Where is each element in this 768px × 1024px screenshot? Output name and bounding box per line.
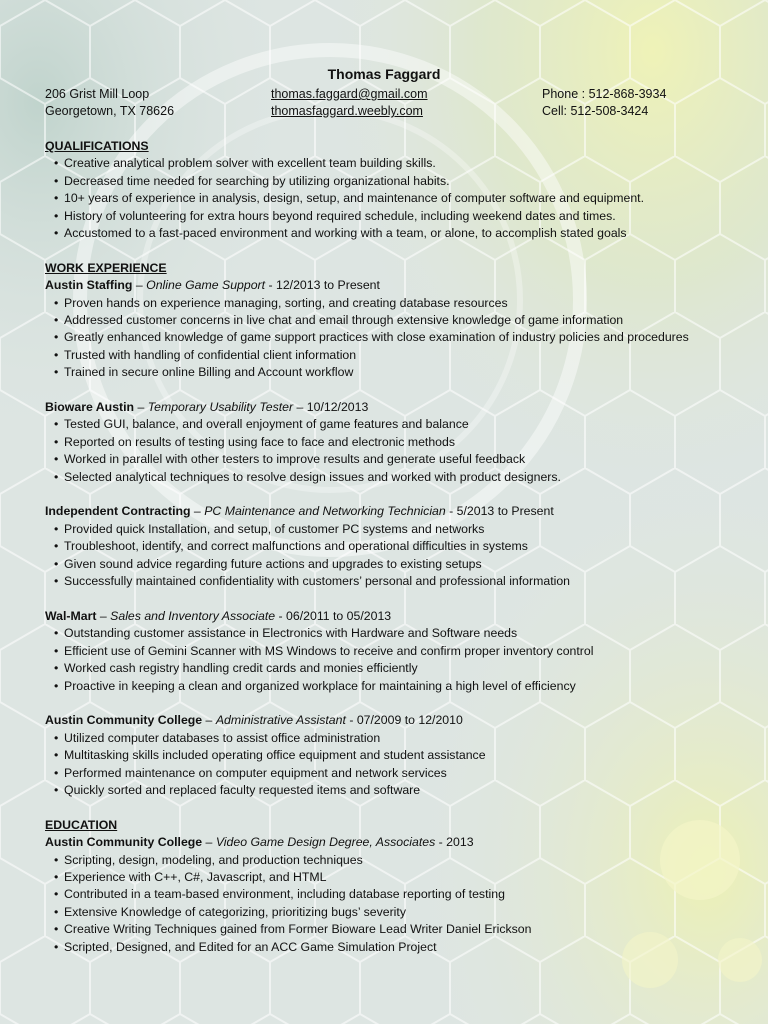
address-block [45,86,174,120]
job-separator: – [202,713,216,728]
education-item: • Contributed in a team-based environment, including database reporting of testing [45,886,745,903]
job-separator: – [190,504,205,519]
phone-number: Phone : 512-868-3934 [542,87,667,101]
education-item: • Extensive Knowledge of categorizing, prioritizing bugs’ severity [45,904,745,921]
qualifications-heading: QUALIFICATIONS [45,139,149,153]
job-duty-item: • Quickly sorted and replaced faculty requested items and software [45,782,745,799]
job-header [45,399,745,416]
qualification-item: • 10+ years of experience in analysis, design, setup, and maintenance of computer software and equipment. [45,190,745,207]
job-duty-item: • Troubleshoot, identify, and correct malfunctions and operational difficulties in systems [45,538,745,555]
job-entry [45,503,745,607]
job-entry [45,608,745,712]
job-separator: – [96,608,111,623]
work-experience-heading: WORK EXPERIENCE [45,260,167,275]
qualifications-list [45,155,745,242]
job-duty-item: • Proven hands on experience managing, sorting, and creating database resources [45,295,745,312]
job-duty-item: • Efficient use of Gemini Scanner with MS Windows to receive and confirm proper inventory control [45,643,745,660]
job-header [45,608,745,625]
job-duty-item: • Tested GUI, balance, and overall enjoyment of game features and balance [45,416,745,433]
job-dates: – 10/12/2013 [293,400,369,415]
address-line-2: Georgetown, TX 78626 [45,104,175,118]
education-entry-header: Austin Community College – Video Game Design Degree, Associates - 2013 [45,835,474,850]
education-item: • Scripted, Designed, and Edited for an ACC Game Simulation Project [45,939,745,956]
job-employer: Bioware Austin [45,400,135,415]
web-contact-block [271,86,428,120]
job-entry [45,399,745,503]
job-duties-list [45,416,745,486]
phone-block [542,86,666,120]
job-duty-item: • Performed maintenance on computer equipment and network services [45,765,745,782]
job-duty-item: • Reported on results of testing using face to face and electronic methods [45,434,745,451]
job-duties-list [45,625,745,695]
education-item: • Experience with C++, C#, Javascript, and HTML [45,869,745,886]
resume-body [45,138,745,956]
qualification-item: • History of volunteering for extra hours beyond required schedule, including weekend dates and times. [45,208,745,225]
qualification-item: • Creative analytical problem solver with excellent team building skills. [45,155,745,172]
job-duty-item: • Successfully maintained confidentiality with customers’ personal and professional information [45,573,745,590]
job-duty-item: • Outstanding customer assistance in Electronics with Hardware and Software needs [45,625,745,642]
education-heading: EDUCATION [45,817,118,832]
job-duty-item: • Multitasking skills included operating office equipment and student assistance [45,747,745,764]
job-duty-item: • Selected analytical techniques to resolve design issues and worked with product designers. [45,469,745,486]
job-header [45,277,745,294]
job-title: Online Game Support [146,278,266,293]
education-degree: Video Game Design Degree, Associates [215,835,436,850]
education-dates: - 2013 [435,835,474,850]
cell-number: Cell: 512-508-3424 [542,104,649,118]
job-header [45,712,745,729]
job-duties-list [45,295,745,382]
job-title: Administrative Assistant [215,713,346,728]
education-item: • Scripting, design, modeling, and production techniques [45,852,745,869]
job-duty-item: • Proactive in keeping a clean and organized workplace for maintaining a high level of efficiency [45,678,745,695]
job-duty-item: • Worked cash registry handling credit cards and monies efficiently [45,660,745,677]
qualification-item: • Accustomed to a fast-paced environment and working with a team, or alone, to accomplish stated goals [45,225,745,242]
job-title: Temporary Usability Tester [147,400,294,415]
job-employer: Austin Community College [45,713,203,728]
job-dates: - 12/2013 to Present [265,278,380,293]
education-list [45,852,745,956]
job-duty-item: • Worked in parallel with other testers to improve results and generate useful feedback [45,451,745,468]
job-employer: Wal-Mart [45,608,97,623]
address-line-1: 206 Grist Mill Loop [45,87,150,101]
job-employer: Independent Contracting [45,504,191,519]
education-item: • Creative Writing Techniques gained from Former Bioware Lead Writer Daniel Erickson [45,921,745,938]
job-header [45,503,745,520]
work-experience-list [45,277,745,817]
qualification-item: • Decreased time needed for searching by utilizing organizational habits. [45,173,745,190]
job-duty-item: • Greatly enhanced knowledge of game support practices with close examination of industry policies and procedures [45,329,745,346]
job-duty-item: • Utilized computer databases to assist office administration [45,730,745,747]
job-separator: – [132,278,147,293]
education-school: Austin Community College [45,835,203,850]
job-employer: Austin Staffing [45,278,133,293]
email-link[interactable]: thomas.faggard@gmail.com [271,87,428,101]
job-dates: - 06/2011 to 05/2013 [275,608,392,623]
resume-name: Thomas Faggard [327,66,441,82]
job-duties-list [45,730,745,800]
job-title: Sales and Inventory Associate [110,608,276,623]
website-link[interactable]: thomasfaggard.weebly.com [271,104,423,118]
job-dates: - 07/2009 to 12/2010 [345,713,463,728]
job-duties-list [45,521,745,591]
job-separator: – [134,400,148,415]
job-title: PC Maintenance and Networking Technician [204,504,446,519]
job-duty-item: • Trusted with handling of confidential client information [45,347,745,364]
job-dates: - 5/2013 to Present [445,504,554,519]
job-entry [45,277,745,399]
job-duty-item: • Given sound advice regarding future actions and upgrades to existing setups [45,556,745,573]
job-duty-item: • Provided quick Installation, and setup, of customer PC systems and networks [45,521,745,538]
job-duty-item: • Addressed customer concerns in live chat and email through extensive knowledge of game information [45,312,745,329]
job-entry [45,712,745,816]
job-duty-item: • Trained in secure online Billing and Account workflow [45,364,745,381]
